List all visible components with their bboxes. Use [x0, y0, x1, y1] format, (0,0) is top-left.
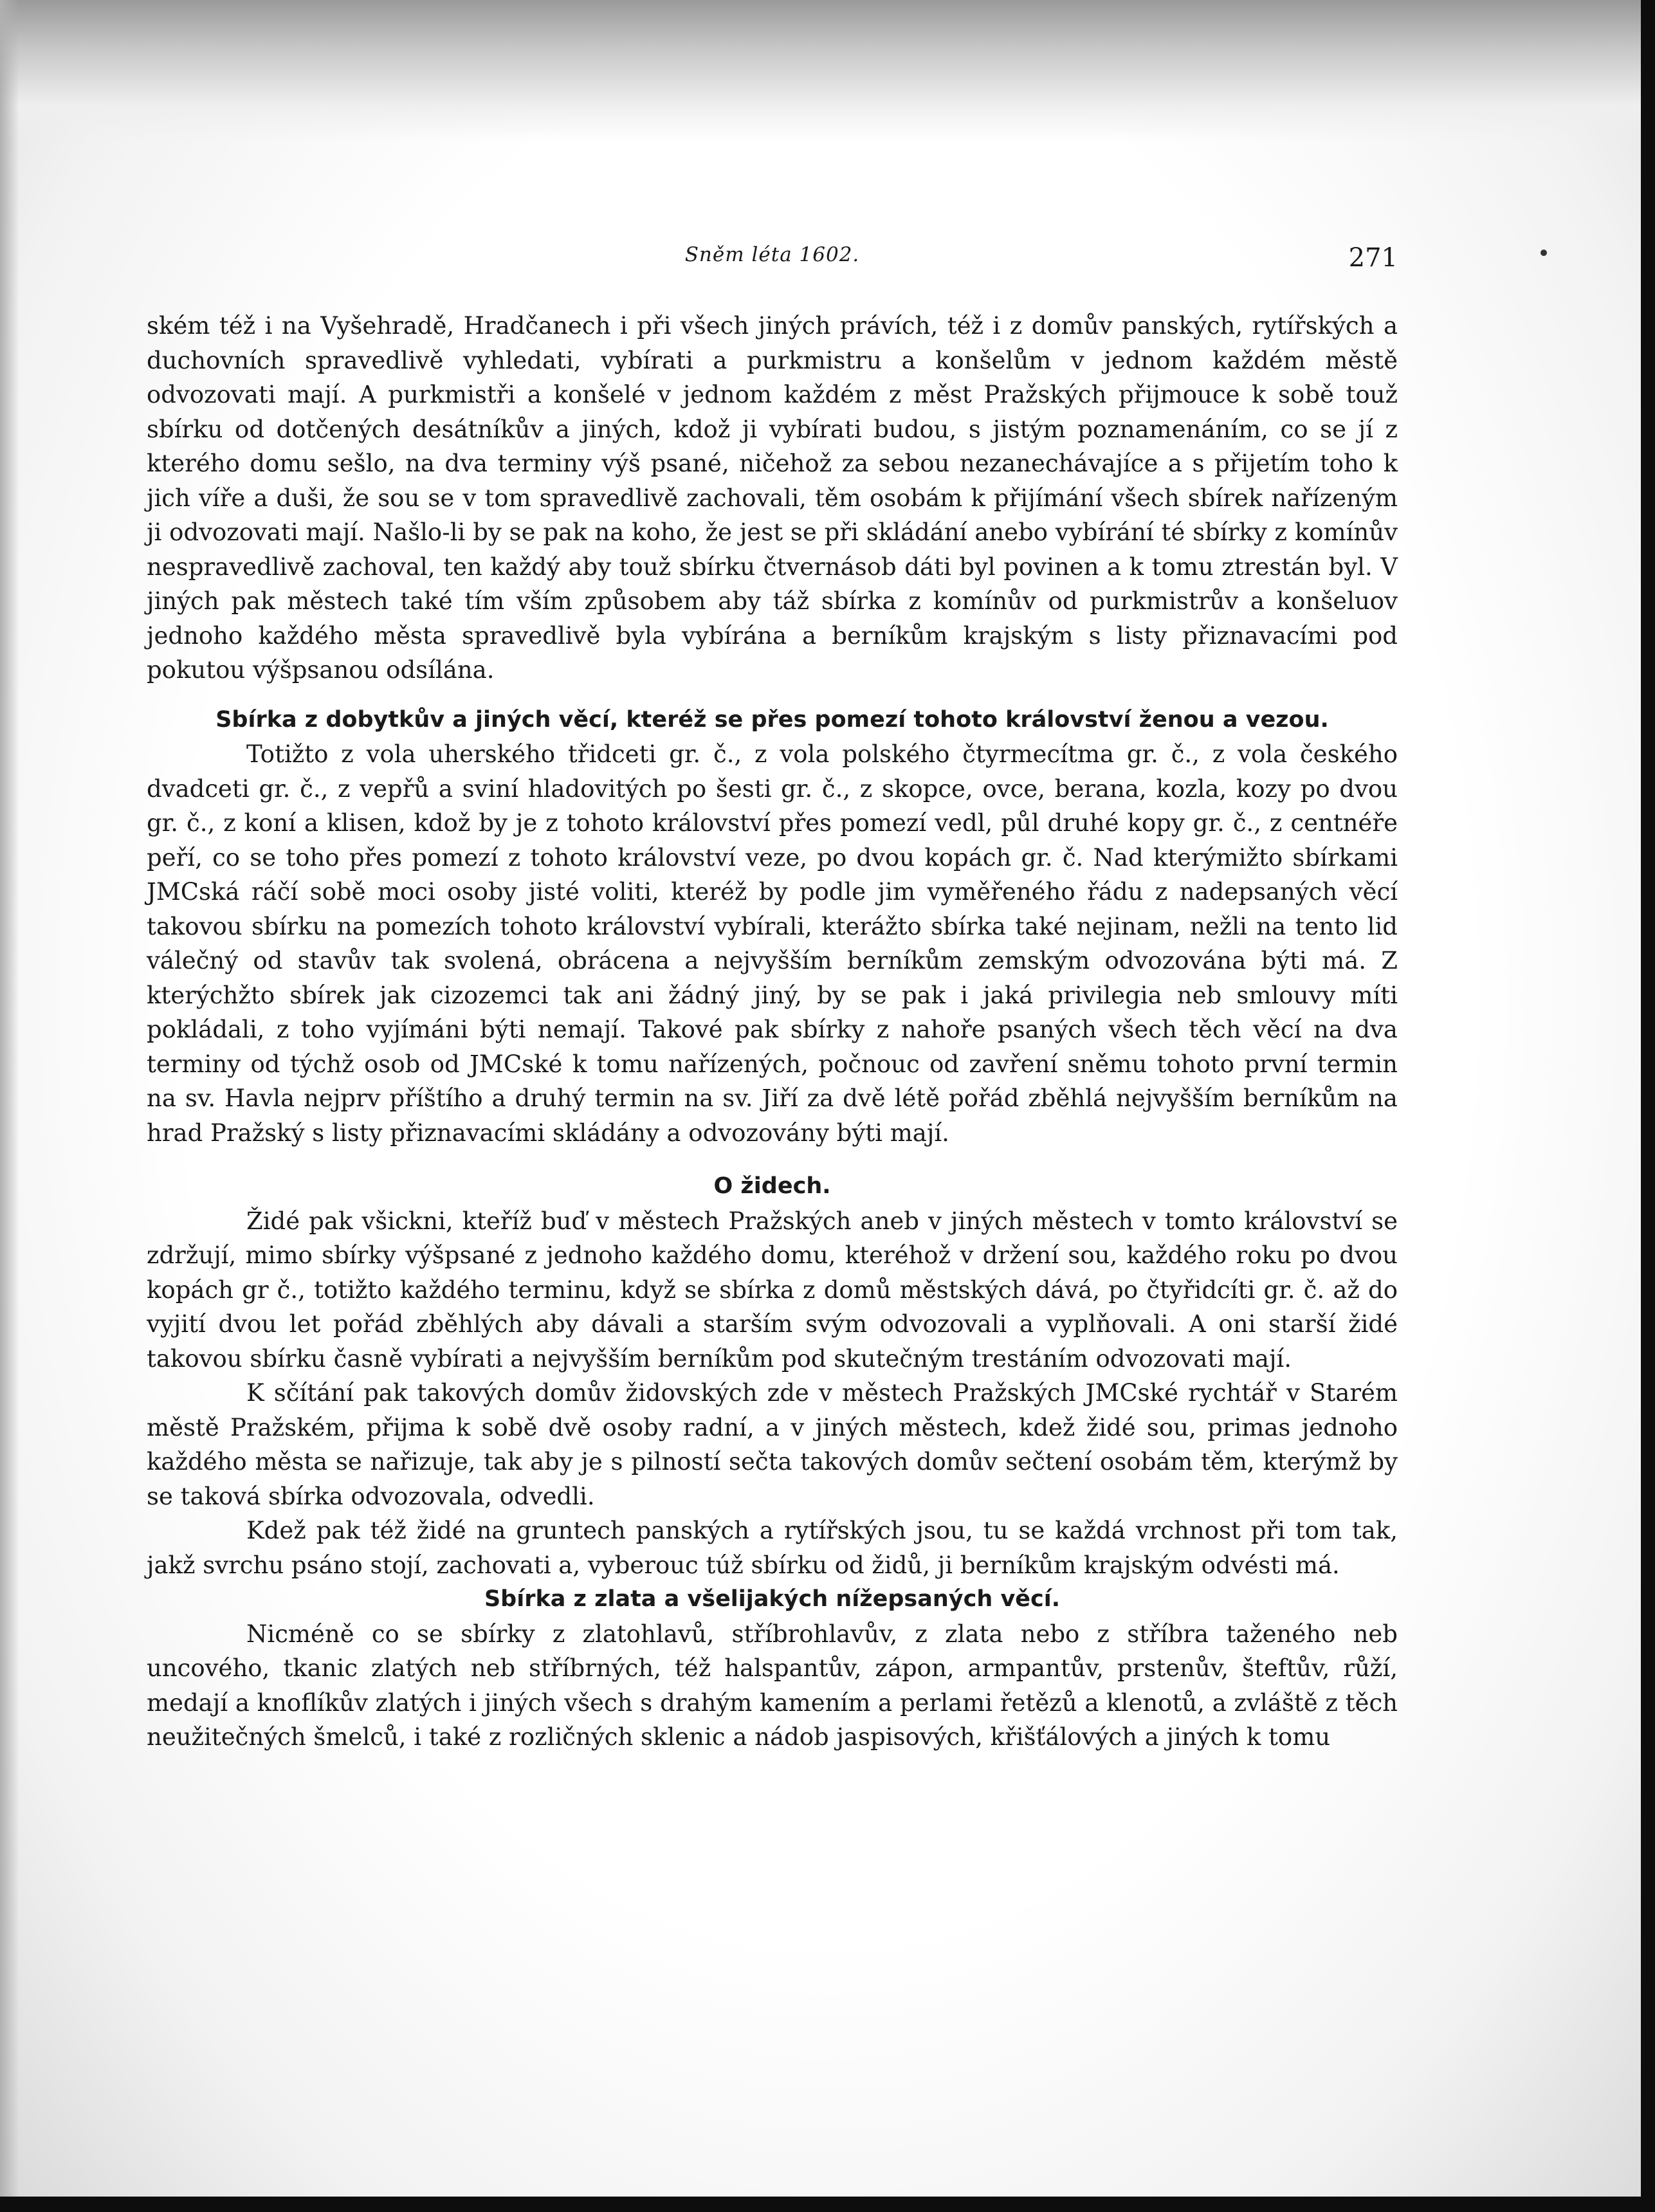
running-title: Sněm léta 1602. — [684, 243, 860, 266]
paragraph-jews-1: Židé pak všickni, kteříž buď v městech Pražských aneb v jiných městech v tomto království se zdržují, mimo sbírky výšpsané z jednoho každého domu, kteréhož v držení sou, každého roku po dvou kopách gr č., totižto každého terminu, když se sbírka z domů městských dává, po čtyřidcíti gr. č. až do vyjití dvou let pořád zběhlých aby dávali a starším svým odvozovali a vyplňovali. A oni starší židé takovou sbírku časně vybírati a nejvyšším berníkům pod skutečným trestáním odvozovati mají. — [147, 1207, 1398, 1373]
scan-left-shadow — [0, 0, 19, 2212]
scan-bottom-border — [0, 2197, 1655, 2212]
scan-right-border — [1641, 0, 1655, 2212]
page-header — [147, 243, 1398, 275]
paragraph-gold: Nicméně co se sbírky z zlatohlavů, stříbrohlavův, z zlata nebo z stříbra taženého neb uncového, tkanic zlatých neb stříbrných, též halspantův, zápon, armpantův, prstenův, šteftův, růží, medají a knoflíkův zlatých i jiných všech s drahým kamením a perlami řetězů a klenotů, a zvláště z těch neužitečných šmelců, i také z rozličných sklenic a nádob jaspisových, křišťálových a jiných k tomu — [147, 1620, 1398, 1751]
section-heading-gold: Sbírka z zlata a všelijakých nížepsaných věcí. — [484, 1586, 1061, 1612]
section-heading-livestock: Sbírka z dobytkův a jiných věcí, kteréž se přes pomezí tohoto království ženou a vezou. — [215, 706, 1329, 733]
paragraph-jews-3: Kdež pak též židé na gruntech panských a rytířských jsou, tu se každá vrchnost při tom tak, jakž svrchu psáno stojí, zachovati a, vyberouc túž sbírku od židů, ji berníkům krajským odvésti má. — [147, 1517, 1398, 1579]
paragraph-continuation: ském též i na Vyšehradě, Hradčanech i při všech jiných právích, též i z domův panských, rytířských a duchovních spravedlivě vyhledati, vybírati a purkmistru a konšelům v jednom každém městě odvozovati mají. A purkmistři a konšelé v jednom každém z měst Pražských přijmouce k sobě touž sbírku od dotčených desátníkův a jiných, kdož ji vybírati budou, s jistým poznamenáním, co se jí z kterého domu sešlo, na dva terminy výš psané, ničehož za sebou nezanechávajíce a s přijetím toho k jich víře a duši, že sou se v tom spravedlivě zachovali, těm osobám k přijímání všech sbírek nařízeným ji odvozovati mají. Našlo-li by se pak na koho, že jest se při skládání anebo vybírání té sbírky z komínův nespravedlivě zachoval, ten každý aby touž sbírku čtvernásob dáti byl povinen a k tomu ztrestán byl. V jiných pak městech také tím vším způsobem aby táž sbírka z komínův od purkmistrův a konšeluov jednoho každého města spravedlivě byla vybírána a berníkům krajským s listy přiznavacími pod pokutou výšpsanou odsílána. — [147, 312, 1398, 684]
page-number: 271 — [1348, 243, 1398, 273]
scan-top-shadow — [0, 0, 1655, 142]
ink-dot-mark — [1541, 250, 1547, 256]
paragraph-jews-2: K sčítání pak takových domův židovských zde v městech Pražských JMCské rychtář v Starém městě Pražském, přijma k sobě dvě osoby radní, a v jiných městech, kdež židé sou, primas jednoho každého města se nařizuje, tak aby je s pilností sečta takových domův sečtení osobám těm, kterýmž by se taková sbírka odvozovala, odvedli. — [147, 1379, 1398, 1510]
section-heading-jews: O židech. — [713, 1173, 831, 1199]
paragraph-livestock: Totižto z vola uherského třidceti gr. č., z vola polského čtyrmecítma gr. č., z vola českého dvadceti gr. č., z vepřů a sviní hladovitých po šesti gr. č., z skopce, ovce, berana, kozla, kozy po dvou gr. č., z koní a klisen, kdož by je z tohoto království přes pomezí vedl, půl druhé kopy gr. č., z centnéře peří, co se toho přes pomezí z tohoto království veze, po dvou kopách gr. č. Nad kterýmižto sbírkami JMCská ráčí sobě moci osoby jisté voliti, kteréž by podle jim vyměřeného řádu z nadepsaných věcí takovou sbírku na pomezích tohoto království vybírali, kterážto sbírka také nejinam, nežli na tento lid válečný od stavův tak svolená, obrácena a nejvyšším berníkům zemským odvozována býti má. Z kterýchžto sbírek jak cizozemci tak ani žádný jiný, by se pak i jaká privilegia neb smlouvy míti pokládali, z toho vyjímáni býti nemají. Takové pak sbírky z nahoře psaných všech těch věcí na dva terminy od týchž osob od JMCské k tomu nařízených, počnouc od zavření sněmu tohoto první termin na sv. Havla nejprv příštího a druhý termin na sv. Jiří za dvě létě pořád zběhlá nejvyšším berníkům na hrad Pražský s listy přiznavacími skládány a odvozovány býti mají. — [147, 740, 1398, 1147]
body-text — [147, 309, 1398, 1755]
